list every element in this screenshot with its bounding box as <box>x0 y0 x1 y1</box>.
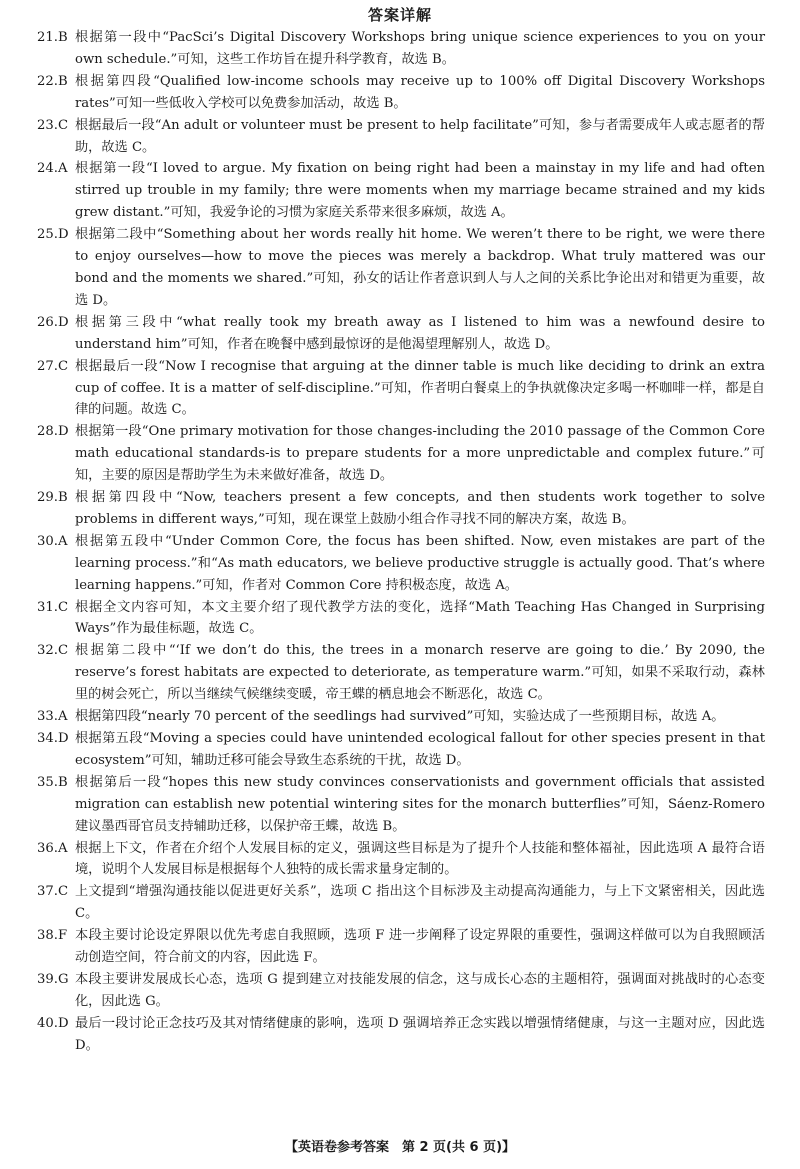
answer-explanation: 根据上下文，作者在介绍个人发展目标的定义，强调这些目标是为了提升个人技能和整体福祉，因此选项 A 最符合语境，说明个人发展目标是根据每个人独特的成长需求量身定制的。 <box>75 840 765 878</box>
answer-number: 28.D <box>37 424 69 440</box>
answer-explanation: 上文提到“增强沟通技能以促进更好关系”，选项 C 指出这个目标涉及主动提高沟通能力，与上下文紧密相关，因此选 C。 <box>75 884 765 922</box>
answer-explanation: 根据全文内容可知，本文主要介绍了现代教学方法的变化，选择“Math Teaching Has Changed in Surprising Ways”作为最佳标题，故选 C。 <box>75 599 765 637</box>
answer-item <box>37 487 765 531</box>
answer-number: 39.G <box>37 971 69 987</box>
answer-item <box>37 27 765 71</box>
answer-explanation: 根据第三段中“what really took my breath away as I listened to him was a newfound desire to understand him”可知，作者在晚餐中感到最惊讶的是他渴望理解别人，故选 D。 <box>75 314 765 352</box>
answer-number: 31.C <box>37 599 69 615</box>
answer-item <box>37 772 765 838</box>
answer-number: 36.A <box>37 840 68 856</box>
answer-explanation: 根据第二段中“‘If we don’t do this, the trees in a monarch reserve are going to die.’ By 2090, the reserve’s forest habitats are expected to deteriorate, as temperature warm.”可知，如果不采取行动，森林里的树会死亡，所以当继续气候继续变暖，帝王蝶的栖息地会不断恶化，故选 C。 <box>75 643 765 703</box>
answer-item <box>37 706 765 728</box>
answer-number: 32.C <box>37 643 69 659</box>
answer-item <box>37 421 765 487</box>
answer-explanation: 根据第一段中“PacSci’s Digital Discovery Workshops bring unique science experiences to you on your own schedule.”可知，这些工作坊旨在提升科学教育，故选 B。 <box>75 30 765 67</box>
answer-item <box>37 1013 765 1057</box>
answer-item <box>37 224 765 312</box>
answer-number: 37.C <box>37 884 69 900</box>
answer-number: 21.B <box>37 30 68 45</box>
answer-explanation: 本段主要讲发展成长心态，选项 G 提到建立对技能发展的信念，这与成长心态的主题相符，强调面对挑战时的心态变化，因此选 G。 <box>75 971 765 1009</box>
answer-number: 40.D <box>37 1015 69 1031</box>
answer-item <box>37 356 765 422</box>
answer-number: 38.F <box>37 928 68 944</box>
answer-item <box>37 881 765 925</box>
answer-explanation: 根据第五段“Moving a species could have unintended ecological fallout for other species present in that ecosystem”可知，辅助迁移可能会导致生态系统的干扰，故选 D。 <box>75 731 765 768</box>
answer-explanation: 根据第四段“Qualified low-income schools may receive up to 100% off Digital Discovery Workshops rates”可知一些低收入学校可以免费参加活动，故选 B。 <box>75 73 765 111</box>
answer-list <box>37 27 765 1057</box>
answer-item <box>37 969 765 1013</box>
answer-number: 26.D <box>37 314 69 330</box>
answer-number: 22.B <box>37 73 68 89</box>
answer-item <box>37 728 765 772</box>
answer-item <box>37 925 765 969</box>
answer-explanation: 根据第四段“nearly 70 percent of the seedlings had survived”可知，实验达成了一些预期目标，故选 A。 <box>75 709 725 725</box>
answer-explanation: 本段主要讨论设定界限以优先考虑自我照顾，选项 F 进一步阐释了设定界限的重要性，强调这样做可以为自我照顾活动创造空间，符合前文的内容，因此选 F。 <box>75 928 765 966</box>
answer-item <box>37 838 765 882</box>
answer-item <box>37 71 765 115</box>
answer-explanation: 根据第五段中“Under Common Core, the focus has been shifted. Now, even mistakes are part of the learning process.”和“As math educators, we believe productive struggle is actually good. That’s where learning happens.”可知，作者对 Common Core 持积极态度，故选 A。 <box>75 533 765 593</box>
answer-explanation: 根据第后一段“hopes this new study convinces conservationists and government officials that assisted migration can establish new potential wintering sites for the monarch butterflies”可知，Sáenz-Romero 建议墨西哥官员支持辅助迁移，以保护帝王蝶，故选 B。 <box>75 774 765 834</box>
page-title: 答案详解 <box>367 6 432 24</box>
answer-number: 27.C <box>37 358 69 374</box>
answer-number: 24.A <box>37 161 68 177</box>
answer-explanation: 根据最后一段“An adult or volunteer must be present to help facilitate”可知，参与者需要成年人或志愿者的帮助，故选 C。 <box>75 117 765 155</box>
answer-explanation: 根据第一段“I loved to argue. My fixation on being right had been a mainstay in my life and had often stirred up trouble in my family; thre were moments when my marriage became strained and my kids grew distant.”可知，我爱争论的习惯为家庭关系带来很多麻烦，故选 A。 <box>75 161 765 221</box>
page-footer: 【英语卷参考答案 第 2 页(共 6 页)】 <box>284 1140 516 1155</box>
answer-number: 33.A <box>37 709 68 725</box>
answer-item <box>37 158 765 224</box>
answer-explanation: 根据第四段中“Now, teachers present a few concepts, and then students work together to solve problems in different ways,”可知，现在课堂上鼓励小组合作寻找不同的解决方案，故选 B。 <box>75 490 765 527</box>
answer-number: 35.B <box>37 774 68 790</box>
answer-item <box>37 640 765 706</box>
answer-number: 25.D <box>37 227 69 243</box>
answer-explanation: 根据第二段中“Something about her words really hit home. We weren’t there to be right, we were there to enjoy ourselves—how to move the pieces was merely a backdrop. What truly mattered was our bond and the moments we shared.”可知，孙女的话让作者意识到人与人之间的关系比争论出对和错更为重要，故选 D。 <box>75 227 765 308</box>
answer-item <box>37 531 765 597</box>
answer-number: 30.A <box>37 533 68 549</box>
answer-item <box>37 312 765 356</box>
answer-explanation: 根据第一段“One primary motivation for those changes-including the 2010 passage of the Common Core math educational standards-is to prepare students for a more unpredictable and complex future.”可知，主要的原因是帮助学生为未来做好准备，故选 D。 <box>75 424 765 484</box>
answer-number: 23.C <box>37 117 69 133</box>
answer-item <box>37 115 765 159</box>
answer-explanation: 最后一段讨论正念技巧及其对情绪健康的影响，选项 D 强调培养正念实践以增强情绪健康，与这一主题对应，因此选 D。 <box>75 1015 765 1053</box>
answer-number: 29.B <box>37 490 68 506</box>
answer-explanation: 根据最后一段“Now I recognise that arguing at the dinner table is much like deciding to drink an extra cup of coffee. It is a matter of self-discipline.”可知，作者明白餐桌上的争执就像决定多喝一杯咖啡一样，都是自律的问题。故选 C。 <box>75 358 765 418</box>
answer-item <box>37 597 765 641</box>
answer-number: 34.D <box>37 731 69 746</box>
